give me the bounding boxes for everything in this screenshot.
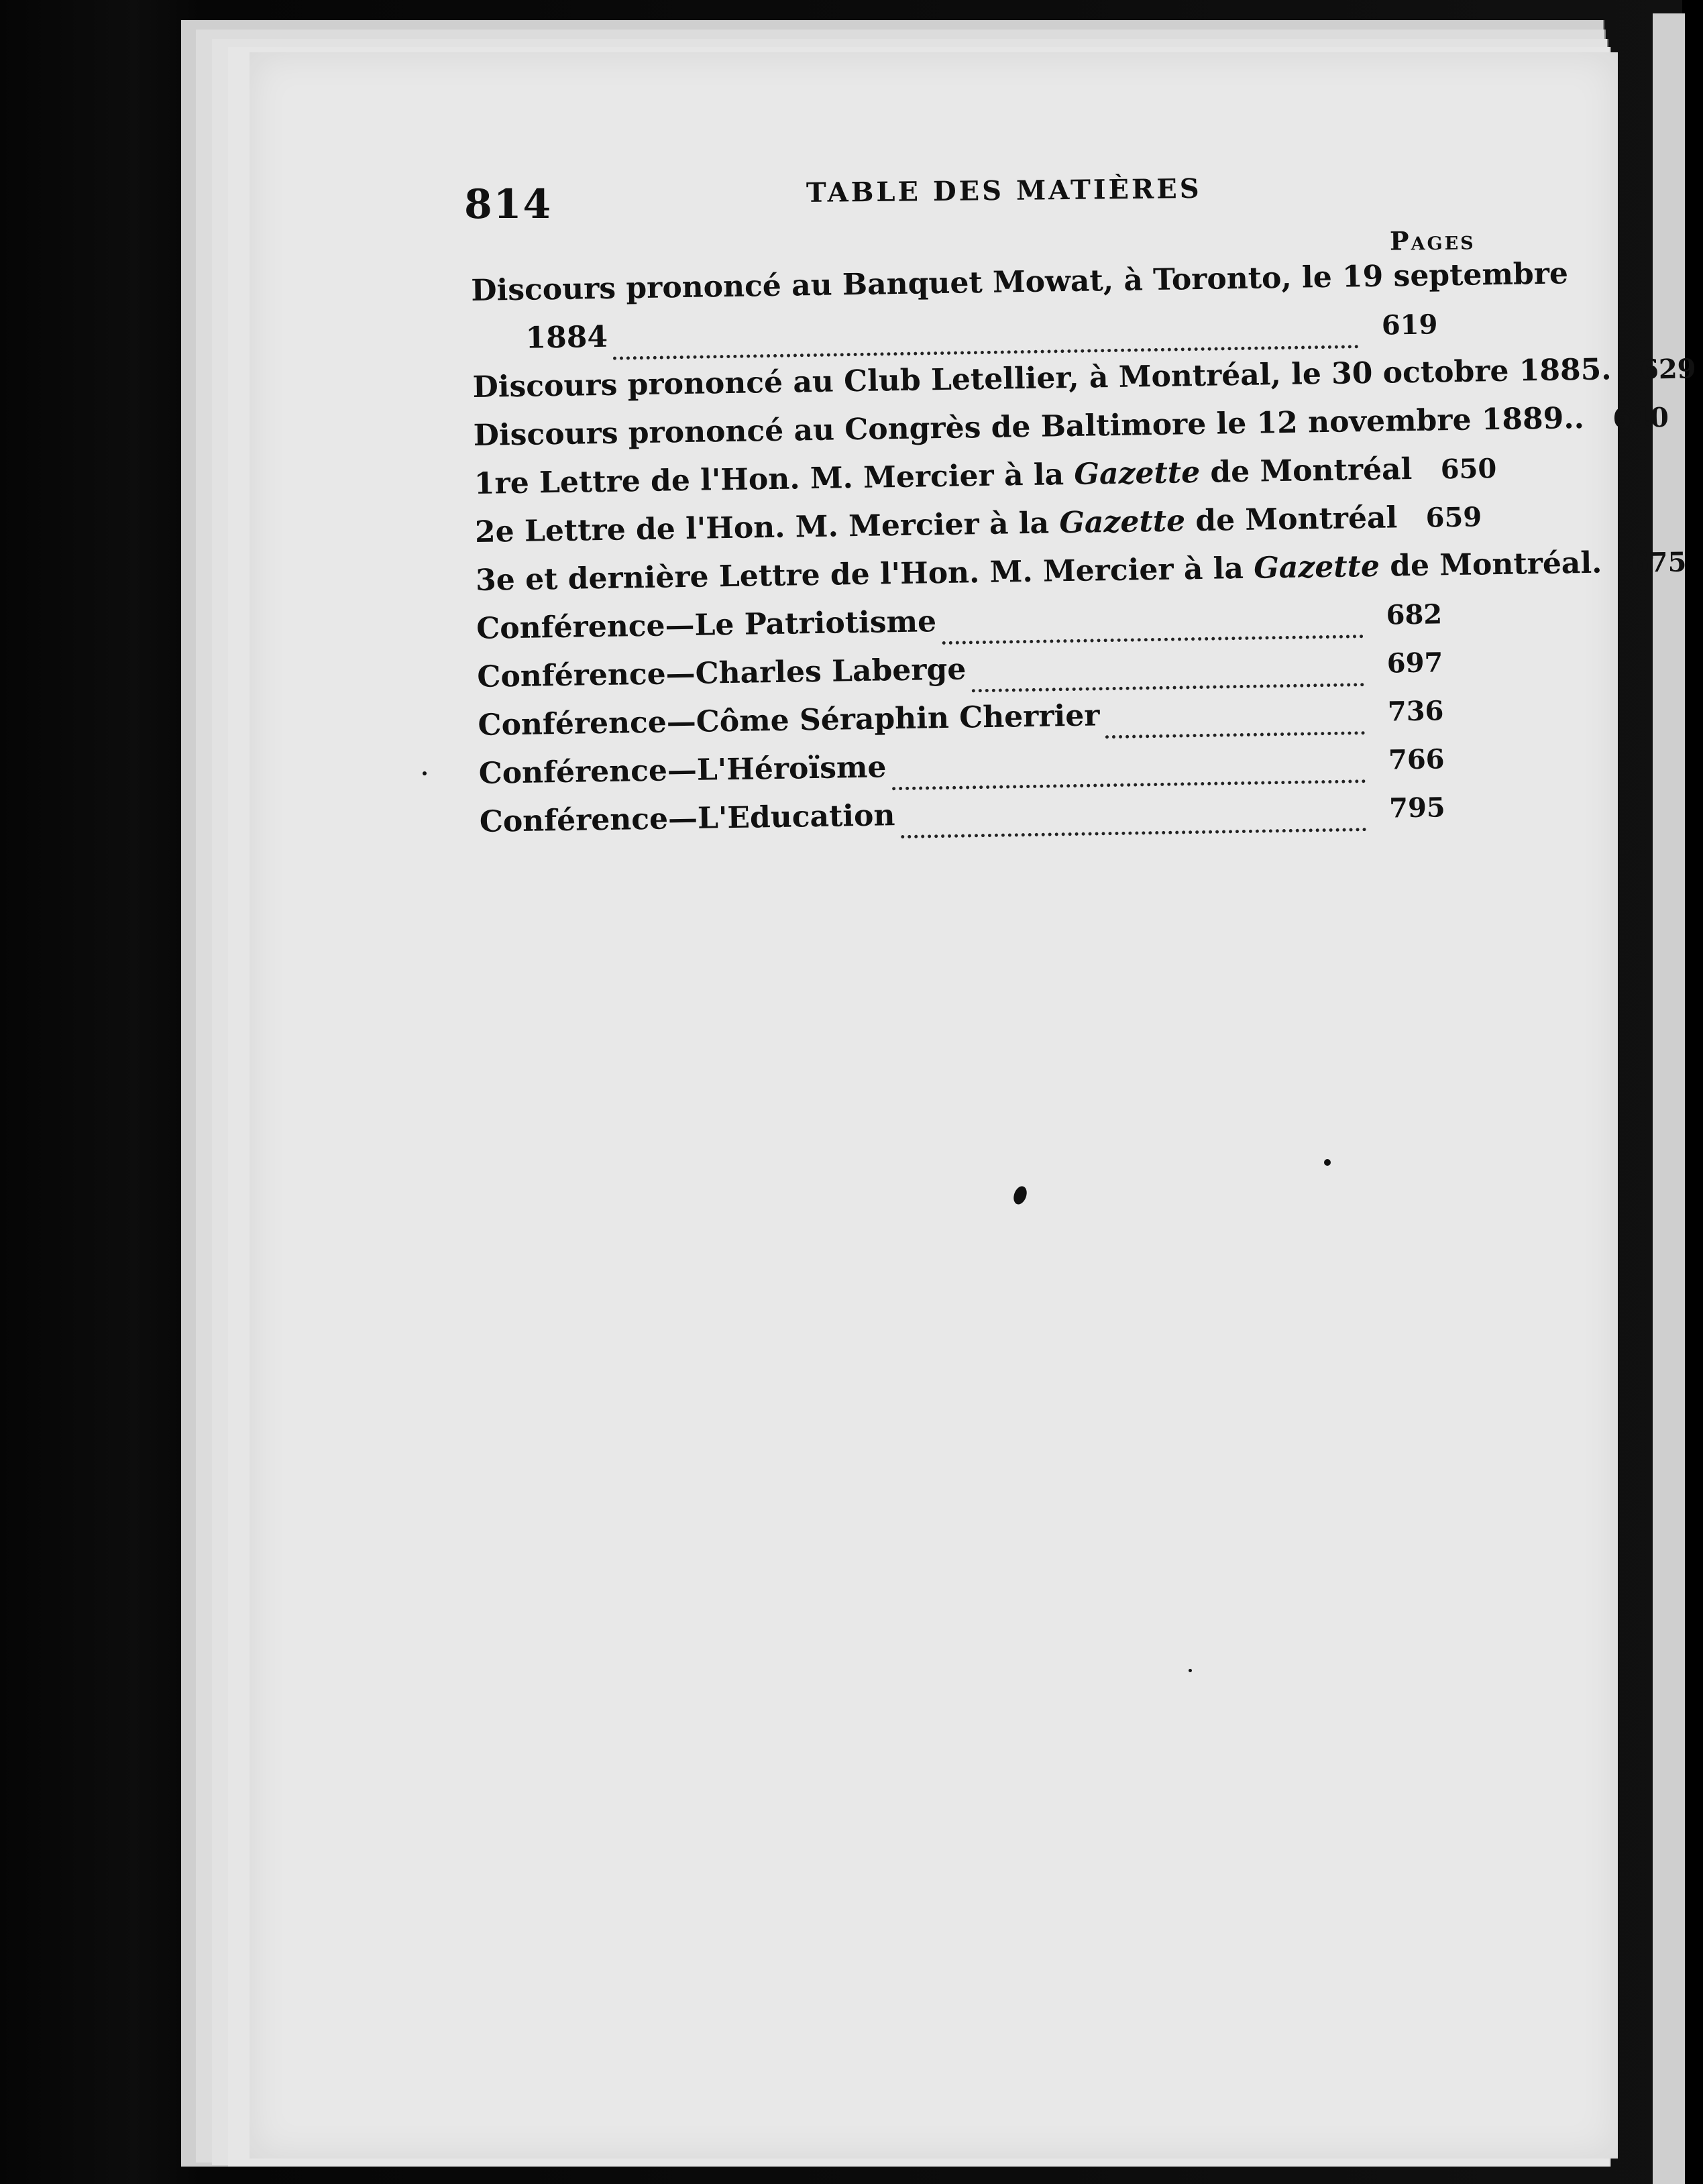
toc-title-italic: Gazette	[1253, 549, 1380, 586]
toc-entry-title: Conférence—L'Education	[479, 798, 895, 839]
toc-entry-page: 675	[1630, 546, 1687, 579]
toc-title-part: 3e et dernière Lettre de l'Hon. M. Mercier à la	[475, 551, 1254, 598]
ink-speck	[1189, 1669, 1192, 1672]
page-number: 814	[464, 181, 553, 228]
toc-entry-page: 659	[1425, 501, 1482, 534]
toc-entry-page: 766	[1388, 743, 1445, 776]
pages-column-label: Pages	[1389, 225, 1476, 256]
book-page	[250, 52, 1696, 2159]
dot-leader	[1105, 730, 1365, 739]
ink-speck	[423, 771, 427, 775]
toc-entry-page: 619	[1381, 309, 1438, 341]
toc-entry-page: 629	[1639, 353, 1696, 386]
toc-entry-page: 697	[1386, 647, 1443, 679]
toc-entry-page: 650	[1440, 453, 1497, 486]
toc-entry-page: 640	[1612, 401, 1669, 435]
dot-leader	[972, 682, 1364, 692]
toc-entry-title: Discours prononcé au Banquet Mowat, à Toronto, le 19 septembre	[471, 256, 1569, 308]
toc-entry-title: Conférence—Charles Laberge	[477, 652, 967, 694]
toc-title-part: 2e Lettre de l'Hon. M. Mercier à la	[474, 506, 1060, 549]
dot-leader	[892, 779, 1366, 790]
toc-entry-title: Conférence—Côme Séraphin Cherrier	[478, 698, 1100, 743]
table-of-contents	[471, 256, 1696, 853]
toc-entry-page: 682	[1386, 598, 1443, 631]
toc-title-part: 1re Lettre de l'Hon. M. Mercier à la	[474, 457, 1075, 501]
toc-entry-title: Discours prononcé au Congrès de Baltimore le 12 novembre 1889..	[473, 400, 1585, 453]
toc-title-italic: Gazette	[1058, 504, 1186, 541]
toc-title-part: de Montréal.	[1379, 545, 1602, 584]
dot-leader	[942, 634, 1364, 645]
toc-entry-title: Discours prononcé au Club Letellier, à Montréal, le 30 octobre 1885.	[472, 352, 1612, 404]
next-page-edge	[1650, 13, 1685, 2184]
ink-speck	[1011, 1185, 1029, 1206]
toc-entry-title: Conférence—Le Patriotisme	[476, 604, 937, 646]
toc-entry-title: 1884	[525, 319, 608, 356]
running-title: TABLE DES MATIÈRES	[806, 172, 1202, 209]
toc-title-part: de Montréal	[1199, 451, 1413, 490]
toc-title-italic: Gazette	[1074, 455, 1201, 492]
toc-entry-title: Conférence—L'Héroïsme	[478, 750, 887, 791]
toc-entry-page: 795	[1388, 791, 1446, 824]
ink-speck	[1324, 1159, 1331, 1166]
dot-leader	[901, 827, 1366, 838]
toc-title-part: de Montréal	[1185, 500, 1398, 539]
toc-entry-page: 736	[1387, 695, 1444, 728]
